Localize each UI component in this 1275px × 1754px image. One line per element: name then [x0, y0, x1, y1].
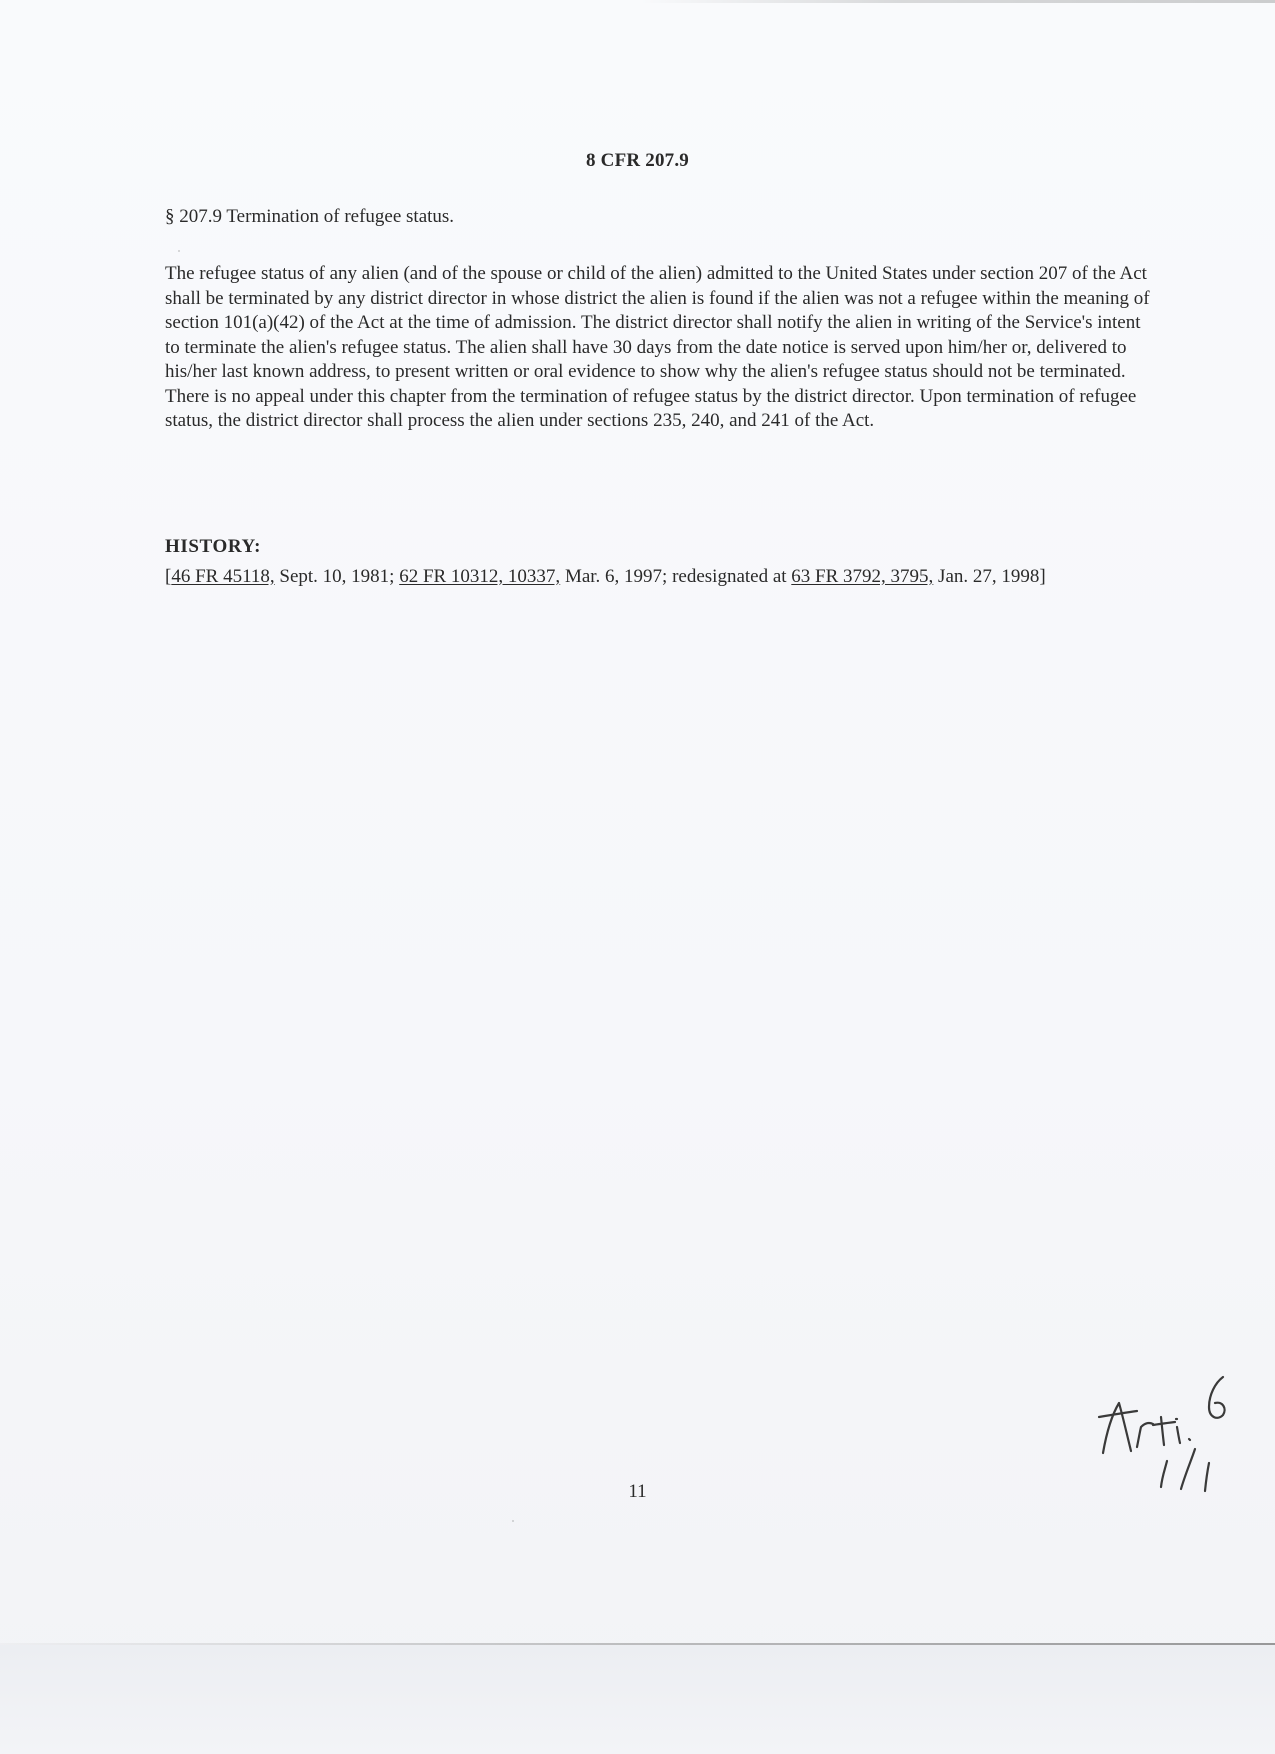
history-date-2: Mar. 6, 1997; redesignated at [560, 566, 792, 587]
history-date-3: Jan. 27, 1998] [933, 566, 1046, 587]
handwriting-ink [1099, 1377, 1225, 1491]
history-label: HISTORY: [165, 536, 262, 557]
scan-top-edge [640, 0, 1275, 3]
history-citations [165, 564, 1165, 589]
document-title: 8 CFR 207.9 [586, 150, 689, 171]
scan-speck [512, 1520, 514, 1522]
history-citation-link-2[interactable]: 62 FR 10312, 10337, [399, 566, 561, 587]
history-citation-link-1[interactable]: 46 FR 45118, [171, 566, 275, 587]
history-citation-link-3[interactable]: 63 FR 3792, 3795, [791, 566, 934, 587]
history-open-bracket: [ [165, 566, 172, 587]
scan-bottom-margin [0, 1645, 1275, 1754]
handwritten-annotation [1085, 1335, 1245, 1525]
page-number: 11 [628, 1481, 647, 1502]
scan-speck [178, 250, 180, 252]
section-heading: § 207.9 Termination of refugee status. [165, 206, 455, 227]
history-date-1: Sept. 10, 1981; [274, 566, 400, 587]
section-body-paragraph: The refugee status of any alien (and of the spouse or child of the alien) admitted to the United States under section 207 of the Act shall be terminated by any district director in whose district the alien is found if the alien was not a refugee within the meaning of section 101(a)(42) of the Act at the time of admission. The district director shall notify the alien in writing of the Service's intent to terminate the alien's refugee status. The alien shall have 30 days from the date notice is served upon him/her or, delivered to his/her last known address, to present written or oral evidence to show why the alien's refugee status should not be terminated. There is no appeal under this chapter from the termination of refugee status by the district director. Upon termination of refugee status, the district director shall process the alien under sections 235, 240, and 241 of the Act. [165, 263, 1150, 431]
